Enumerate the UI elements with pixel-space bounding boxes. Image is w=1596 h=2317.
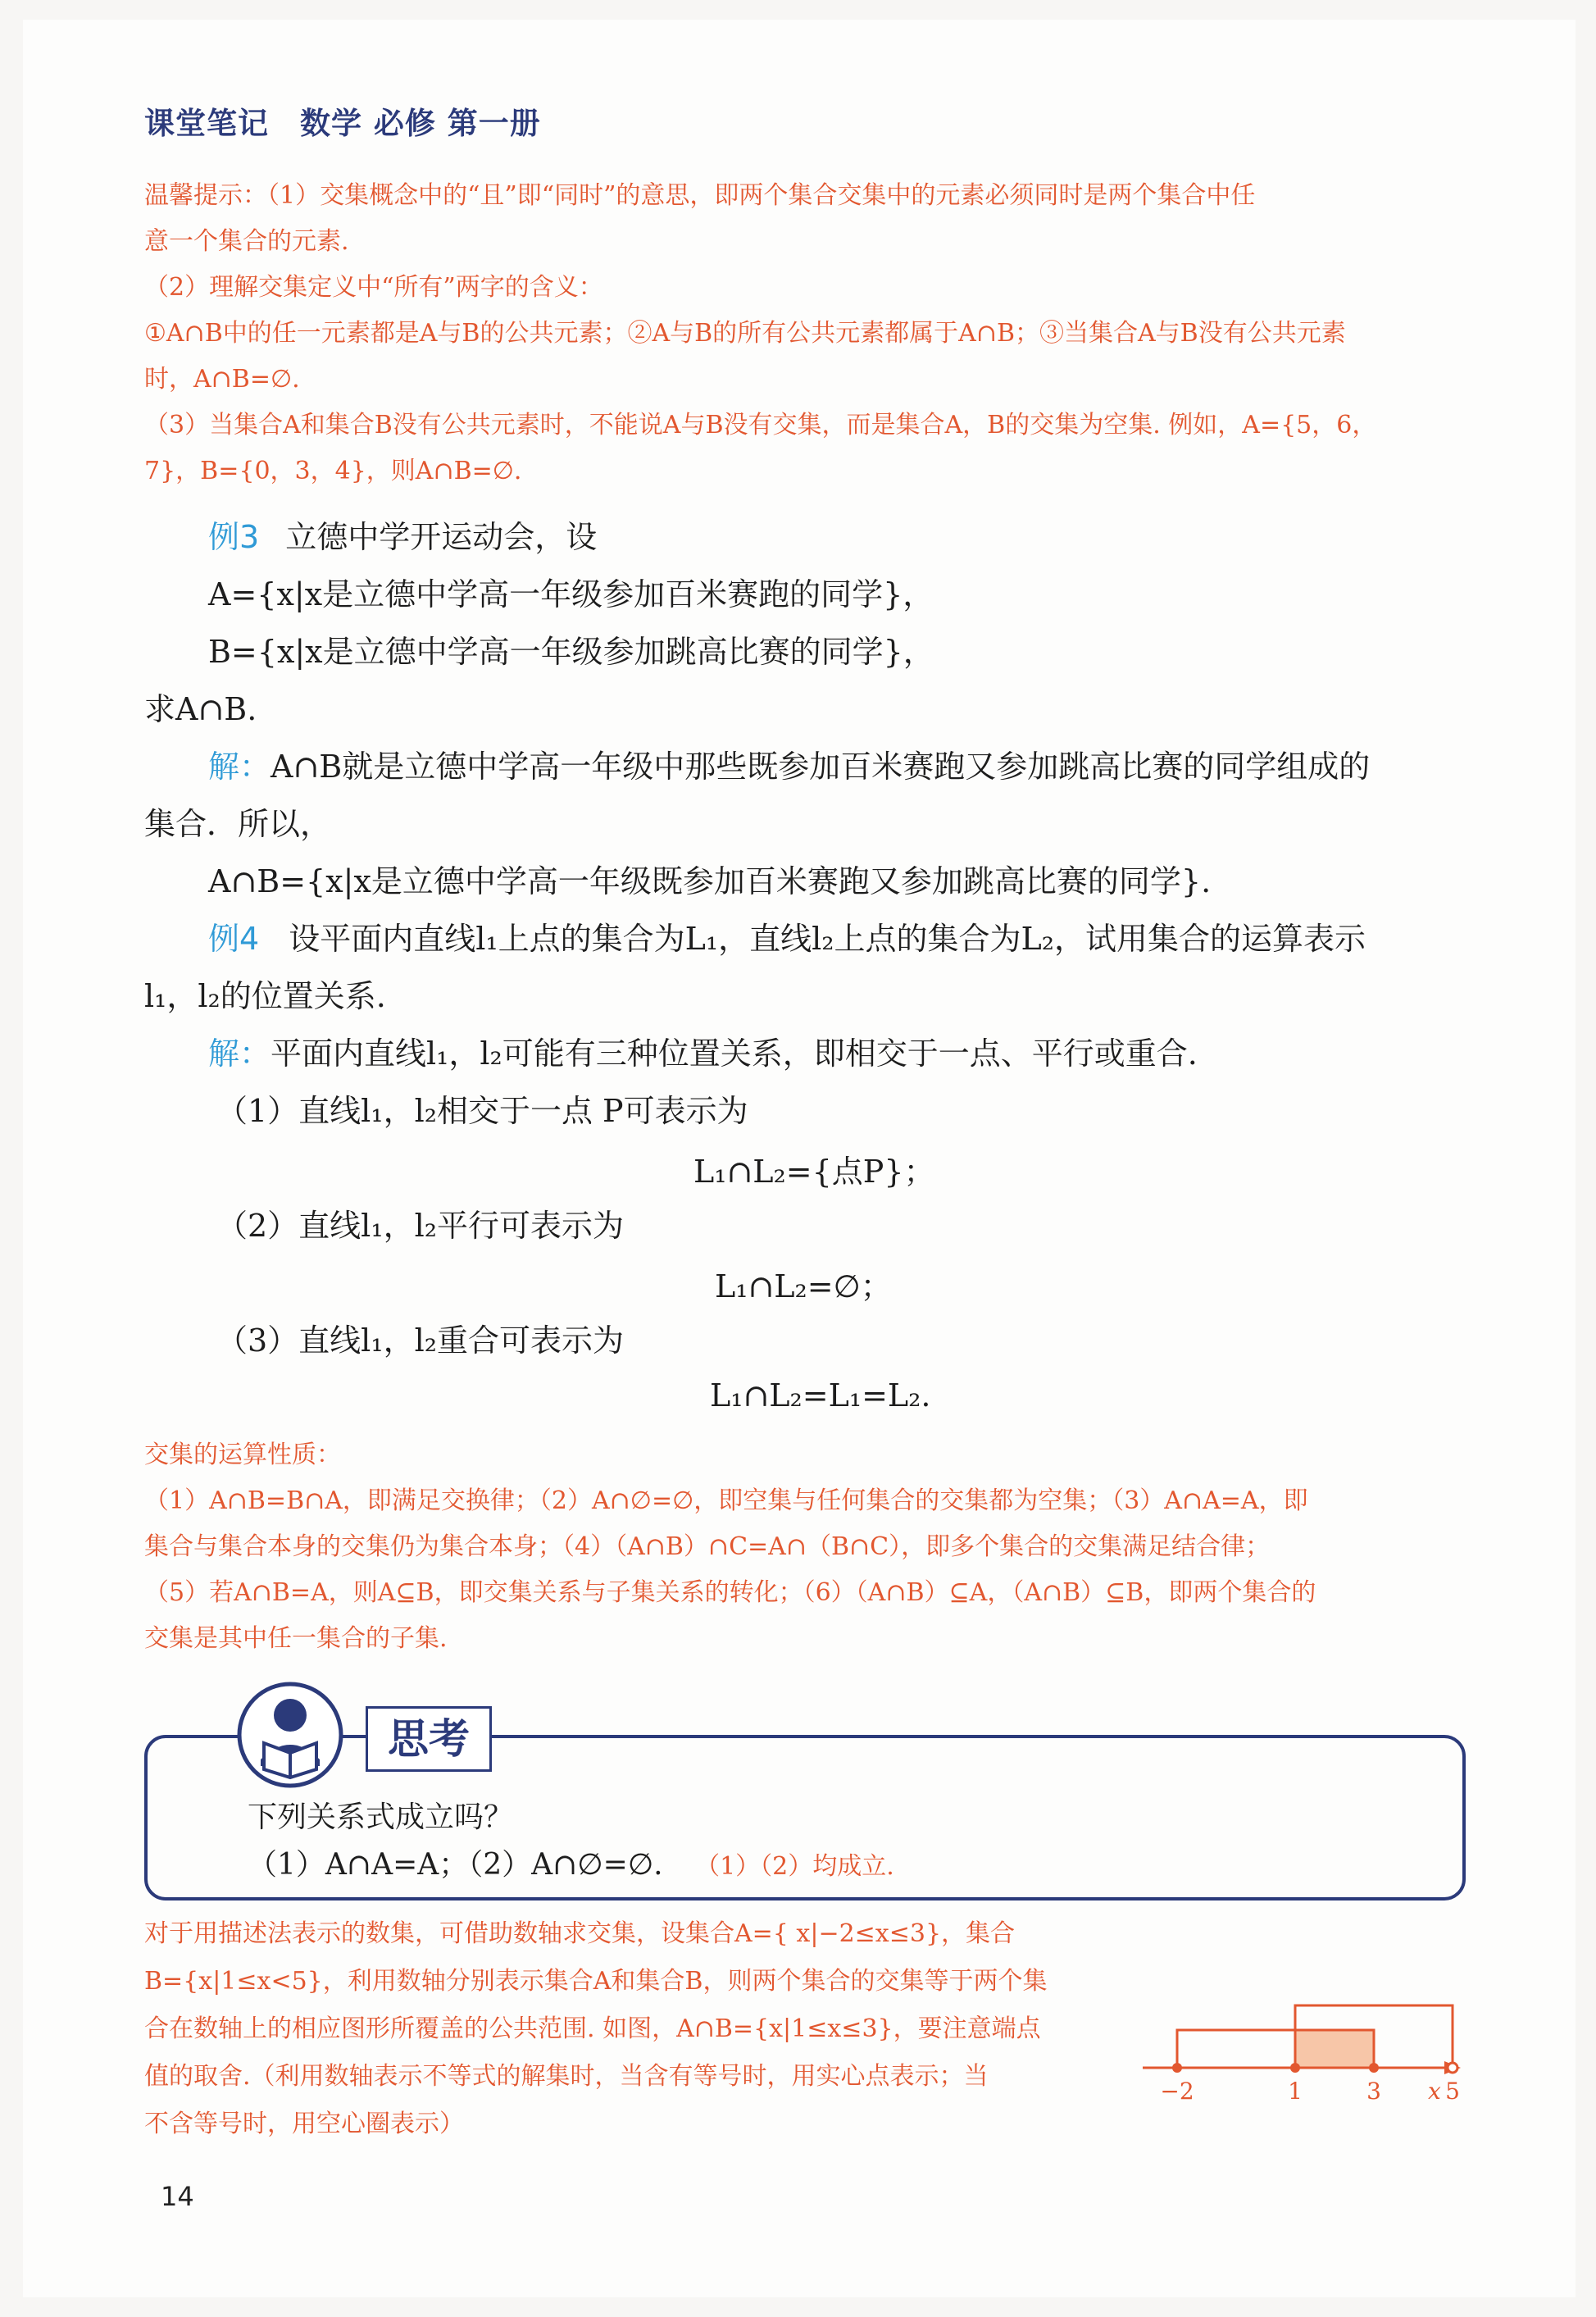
- example3-solution-text: A∩B就是立德中学高一年级中那些既参加百米赛跑又参加跳高比赛的同学组成的: [271, 749, 1371, 785]
- axis-label-x: x: [1428, 2078, 1441, 2105]
- tip-line-5: 时，A∩B=∅.: [144, 365, 300, 394]
- example4-formula-1: L₁∩L₂={点P}；: [693, 1154, 935, 1190]
- point-1-solid: [1290, 2063, 1300, 2073]
- example3-solution-2: 集合．所以，: [144, 806, 332, 842]
- think-question: 下列关系式成立吗？: [248, 1800, 514, 1834]
- example4-solution-label: 解：: [208, 1036, 271, 1072]
- example4-question-2: l₁，l₂的位置关系.: [144, 978, 386, 1014]
- think-answer: （1）（2）均成立.: [695, 1852, 894, 1881]
- example4-formula-2: L₁∩L₂=∅；: [715, 1268, 892, 1304]
- example4-heading: [208, 910, 1366, 967]
- example4-solution-text: 平面内直线l₁，l₂可能有三种位置关系，即相交于一点、平行或重合.: [271, 1036, 1198, 1072]
- properties-line-3: （5）若A∩B=A，则A⊆B，即交集关系与子集关系的转化；（6）（A∩B）⊆A，（A∩B）⊆B，即两个集合的: [144, 1578, 1316, 1607]
- example3-setA: A={x|x是立德中学高一年级参加百米赛跑的同学}，: [208, 576, 934, 612]
- example4-case-2: （2）直线l₁，l₂平行可表示为: [216, 1208, 624, 1244]
- example3-solution-1: [208, 738, 1370, 795]
- think-items: [248, 1841, 894, 1883]
- example4-case-1: （1）直线l₁，l₂相交于一点 P可表示为: [216, 1093, 748, 1129]
- example3-solution-label: 解：: [208, 749, 271, 785]
- numline-note-3: 合在数轴上的相应图形所覆盖的公共范围. 如图，A∩B={x|1≤x≤3}，要注意端点: [144, 2014, 1041, 2043]
- example4-question-1: 设平面内直线l₁上点的集合为L₁，直线l₂上点的集合为L₂，试用集合的运算表示: [289, 921, 1366, 957]
- point-minus-2-solid: [1172, 2063, 1182, 2073]
- page-header: 课堂笔记 数学 必修 第一册: [144, 106, 541, 141]
- example3-ask: 求A∩B.: [144, 691, 257, 727]
- properties-title: 交集的运算性质：: [144, 1441, 341, 1469]
- tip-line-7: 7}，B={0，3，4}，则A∩B=∅.: [144, 457, 522, 485]
- numline-note-1: 对于用描述法表示的数集，可借助数轴求交集，设集合A={ x|−2≤x≤3}，集合: [144, 1919, 1016, 1948]
- tip-line-4: ①A∩B中的任一元素都是A与B的公共元素；②A与B的所有公共元素都属于A∩B；③当集合A与B没有公共元素: [144, 319, 1346, 348]
- tick-label-3: 3: [1366, 2078, 1381, 2105]
- tip-line-1: 温馨提示：（1）交集概念中的“且”即“同时”的意思，即两个集合交集中的元素必须同时是两个集合中任: [144, 181, 1256, 210]
- tip-line-3: （2）理解交集定义中“所有”两字的含义：: [144, 273, 603, 302]
- tick-label-−2: −2: [1160, 2078, 1194, 2105]
- number-line-diagram: [1139, 2001, 1467, 2115]
- example3-label: 例3: [208, 519, 260, 555]
- example3-setB: B={x|x是立德中学高一年级参加跳高比赛的同学}，: [208, 634, 934, 670]
- properties-line-2: 集合与集合本身的交集仍为集合本身；（4）（A∩B）∩C=A∩（B∩C），即多个集合的交集满足结合律；: [144, 1532, 1271, 1561]
- properties-line-4: 交集是其中任一集合的子集.: [144, 1624, 448, 1653]
- point-3-solid: [1369, 2063, 1379, 2073]
- example4-label: 例4: [208, 921, 260, 957]
- page-number: 14: [161, 2181, 194, 2212]
- tip-line-2: 意一个集合的元素.: [144, 227, 349, 256]
- example4-solution-1: [208, 1025, 1198, 1082]
- example3-heading: [208, 508, 597, 566]
- properties-line-1: （1）A∩B=B∩A，即满足交换律；（2）A∩∅=∅，即空集与任何集合的交集都为空集；（3）A∩A=A，即: [144, 1486, 1308, 1515]
- example3-intro: 立德中学开运动会，设: [285, 519, 598, 555]
- think-items-text: （1）A∩A=A；（2）A∩∅=∅.: [248, 1848, 663, 1882]
- intersection-region: [1295, 2030, 1374, 2068]
- example3-solution-3: A∩B={x|x是立德中学高一年级既参加百米赛跑又参加跳高比赛的同学}.: [208, 863, 1212, 899]
- example4-case-3: （3）直线l₁，l₂重合可表示为: [216, 1322, 624, 1359]
- tick-label-1: 1: [1288, 2078, 1303, 2105]
- numline-note-4: 值的取舍.（利用数轴表示不等式的解集时，当含有等号时，用实心点表示；当: [144, 2062, 989, 2091]
- think-title: 思考: [366, 1706, 492, 1772]
- example4-formula-3: L₁∩L₂=L₁=L₂.: [710, 1377, 931, 1413]
- tip-line-6: （3）当集合A和集合B没有公共元素时，不能说A与B没有交集，而是集合A，B的交集为空集. 例如，A={5，6，: [144, 411, 1377, 439]
- numline-note-2: B={x|1≤x<5}，利用数轴分别表示集合A和集合B，则两个集合的交集等于两个集: [144, 1967, 1048, 1996]
- reading-person-icon: [236, 1681, 344, 1789]
- tick-label-5: 5: [1445, 2078, 1460, 2105]
- numline-note-5: 不含等号时，用空心圈表示）: [144, 2110, 464, 2138]
- point-5-hollow: [1448, 2063, 1457, 2073]
